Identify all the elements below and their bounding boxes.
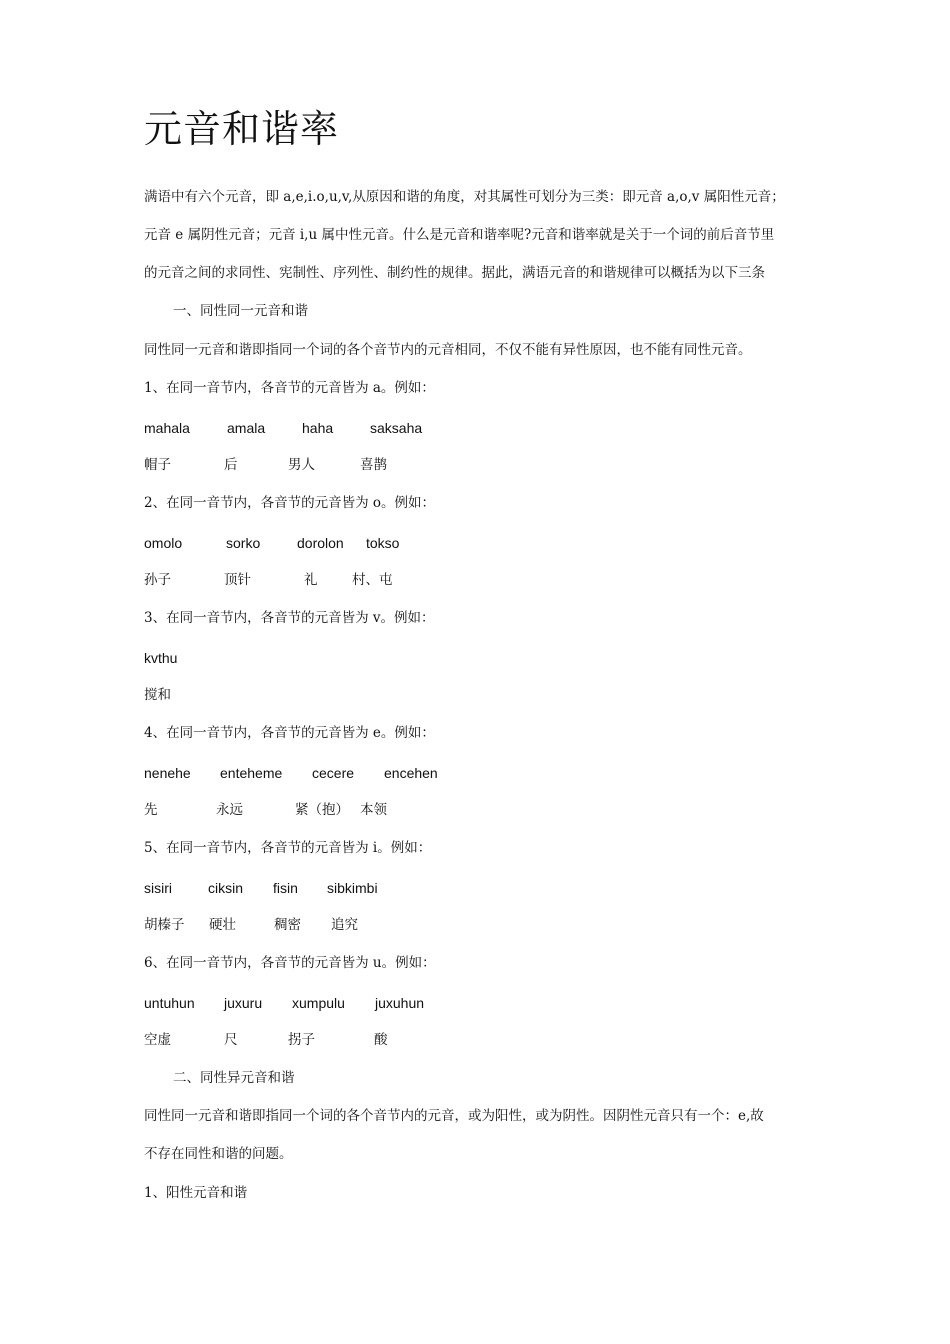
example-gloss: 帽子	[144, 457, 171, 473]
example-gloss: 尺	[224, 1032, 238, 1048]
example-gloss: 先	[144, 802, 158, 818]
example-gloss: 本领	[360, 802, 387, 818]
rule-label: 3、在同一音节内，各音节的元音皆为 v。例如：	[144, 610, 435, 626]
example-gloss: 搅和	[144, 687, 171, 703]
section-description: 同性同一元音和谐即指同一个词的各个音节内的元音相同，不仅不能有异性原因，也不能有同性元音。	[144, 342, 752, 358]
section-description: 不存在同性和谐的问题。	[144, 1146, 293, 1162]
example-gloss: 胡榛子	[144, 917, 185, 933]
page-title: 元音和谐率	[144, 107, 340, 151]
example-gloss: 拐子	[288, 1032, 315, 1048]
example-word: kvthu	[144, 650, 178, 666]
example-glosses-row	[144, 686, 844, 704]
example-word: mahala	[144, 420, 190, 436]
example-word: amala	[227, 420, 266, 436]
example-glosses-row	[144, 1031, 844, 1049]
example-words-row	[144, 419, 844, 437]
rule-label: 4、在同一音节内，各音节的元音皆为 e。例如：	[144, 725, 435, 741]
intro-line: 的元音之间的求同性、宪制性、序列性、制约性的规律。据此，满语元音的和谐规律可以概括为以下三条	[144, 265, 765, 281]
example-word: encehen	[384, 765, 438, 781]
example-gloss: 紧（抱）	[295, 802, 349, 818]
example-glosses-row	[144, 571, 844, 589]
example-word: haha	[302, 420, 334, 436]
example-word: cecere	[312, 765, 355, 781]
example-word: xumpulu	[292, 995, 345, 1011]
section-heading: 一、同性同一元音和谐	[173, 303, 308, 319]
example-words-row	[144, 649, 844, 667]
rule-label: 6、在同一音节内，各音节的元音皆为 u。例如：	[144, 955, 436, 971]
example-words-row	[144, 534, 844, 552]
example-gloss: 硬壮	[209, 917, 236, 933]
example-gloss: 礼	[304, 572, 318, 588]
example-word: juxuru	[224, 995, 263, 1011]
example-word: enteheme	[220, 765, 283, 781]
example-word: sibkimbi	[327, 880, 378, 896]
example-glosses-row	[144, 801, 844, 819]
example-gloss: 酸	[374, 1032, 388, 1048]
example-gloss: 顶针	[224, 572, 251, 588]
example-word: sisiri	[144, 880, 172, 896]
example-words-row	[144, 764, 844, 782]
example-gloss: 男人	[288, 457, 315, 473]
example-word: juxuhun	[375, 995, 425, 1011]
example-gloss: 追究	[331, 917, 358, 933]
example-word: sorko	[226, 535, 261, 551]
example-word: omolo	[144, 535, 183, 551]
example-gloss: 后	[224, 457, 238, 473]
subsection-heading: 1、阳性元音和谐	[144, 1185, 248, 1201]
section-description: 同性同一元音和谐即指同一个词的各个音节内的元音，或为阳性，或为阴性。因阴性元音只有一个：e,故	[144, 1108, 764, 1124]
example-gloss: 永远	[216, 802, 243, 818]
example-gloss: 村、屯	[352, 572, 393, 588]
example-gloss: 稠密	[274, 917, 301, 933]
example-word: saksaha	[370, 420, 423, 436]
example-word: untuhun	[144, 995, 195, 1011]
example-words-row	[144, 994, 844, 1012]
rule-label: 5、在同一音节内，各音节的元音皆为 i。例如：	[144, 840, 432, 856]
example-gloss: 喜鹊	[360, 457, 387, 473]
example-word: ciksin	[208, 880, 244, 896]
example-words-row	[144, 879, 844, 897]
intro-line: 满语中有六个元音，即 a,e,i.o,u,v,从原因和谐的角度，对其属性可划分为三类：即元音 a,o,v 属阳性元音；	[144, 189, 785, 205]
example-gloss: 空虚	[144, 1032, 171, 1048]
example-word: dorolon	[297, 535, 344, 551]
rule-label: 1、在同一音节内，各音节的元音皆为 a。例如：	[144, 380, 435, 396]
rule-label: 2、在同一音节内，各音节的元音皆为 o。例如：	[144, 495, 436, 511]
example-glosses-row	[144, 916, 844, 934]
example-glosses-row	[144, 456, 844, 474]
example-word: nenehe	[144, 765, 191, 781]
intro-line: 元音 e 属阴性元音；元音 i,u 属中性元音。什么是元音和谐率呢?元音和谐率就是关于一个词的前后音节里	[144, 227, 775, 243]
example-gloss: 孙子	[144, 572, 171, 588]
example-word: fisin	[273, 880, 298, 896]
example-word: tokso	[366, 535, 400, 551]
section-heading: 二、同性异元音和谐	[173, 1070, 295, 1086]
